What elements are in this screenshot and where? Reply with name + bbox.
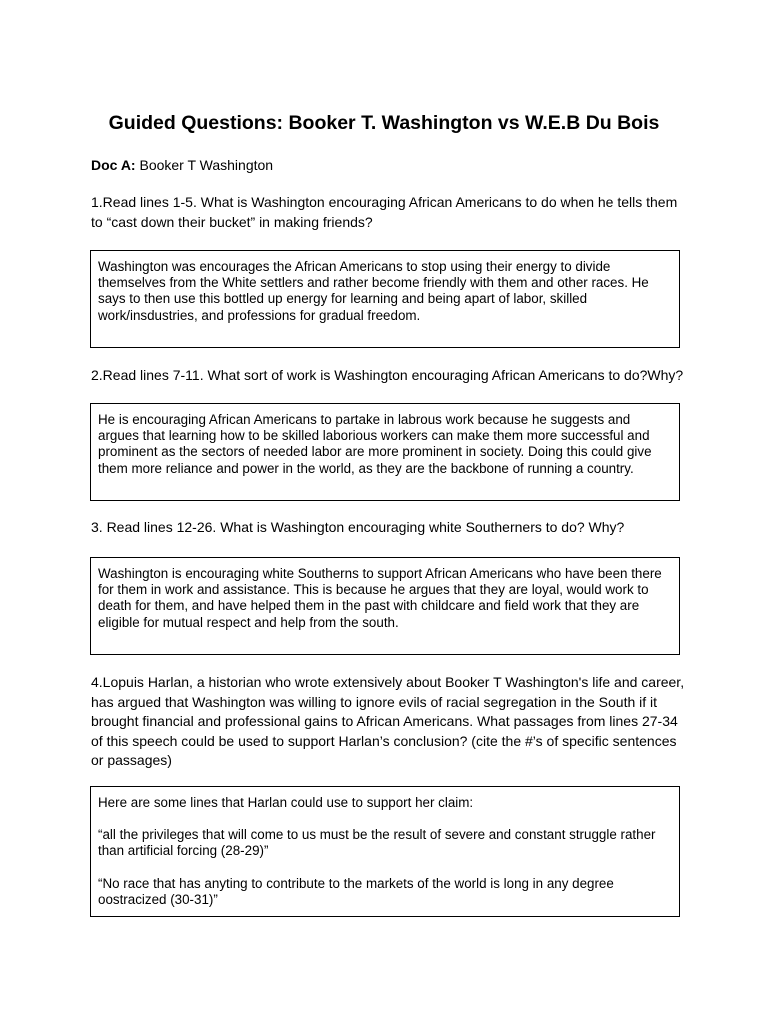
answer-box-4[interactable] <box>90 786 680 917</box>
question-3: 3. Read lines 12-26. What is Washington encouraging white Southerners to do? Why? <box>91 519 625 535</box>
doc-label-prefix: Doc A: <box>91 157 136 173</box>
question-4: 4.Lopuis Harlan, a historian who wrote extensively about Booker T Washington's life and career, has argued that Washington was willing to ignore evils of racial segregation in the South if it brought financial and professional gains to African Americans. What passages from lines 27-34 of this speech could be used to support Harlan’s conclusion? (cite the #’s of specific sentences or passages) <box>91 674 685 768</box>
answer-box-3[interactable] <box>90 557 680 655</box>
answer-4-quote-1: “all the privileges that will come to us must be the result of severe and constant struggle rather than artificial forcing (28-29)” <box>98 827 656 859</box>
page-title: Guided Questions: Booker T. Washington vs W.E.B Du Bois <box>108 112 660 134</box>
answer-4-intro: Here are some lines that Harlan could use to support her claim: <box>98 795 474 810</box>
answer-4-quote-2: “No race that has anyting to contribute to the markets of the world is long in any degree oostracized (30-31)” <box>98 875 614 907</box>
answer-box-2[interactable] <box>90 403 680 501</box>
question-1: 1.Read lines 1-5. What is Washington encouraging African Americans to do when he tells them to “cast down their bucket” in making friends? <box>91 194 678 230</box>
answer-box-1[interactable] <box>90 250 680 348</box>
question-2: 2.Read lines 7-11. What sort of work is Washington encouraging African Americans to do?Why? <box>91 367 684 383</box>
doc-subject: Booker T Washington <box>135 157 274 173</box>
answer-2-text: He is encouraging African Americans to partake in labrous work because he suggests and argues that learning how to be skilled laborious workers can make them more successful and prominent as the sectors of needed labor are more prominent in society. Doing this could give them more reliance and power in the world, as they are the backbone of running a country. <box>98 412 652 476</box>
doc-label <box>91 156 273 174</box>
answer-1-text: Washington was encourages the African Americans to stop using their energy to divide themselves from the White settlers and rather become friendly with them and other races. He says to then use this bottled up energy for learning and being apart of labor, skilled work/insdustries, and professions for gradual freedom. <box>98 259 649 323</box>
answer-3-text: Washington is encouraging white Southerns to support African Americans who have been there for them in work and assistance. This is because he argues that they are loyal, would work to death for them, and have helped them in the past with childcare and field work that they are eligible for mutual respect and help from the south. <box>98 566 662 630</box>
